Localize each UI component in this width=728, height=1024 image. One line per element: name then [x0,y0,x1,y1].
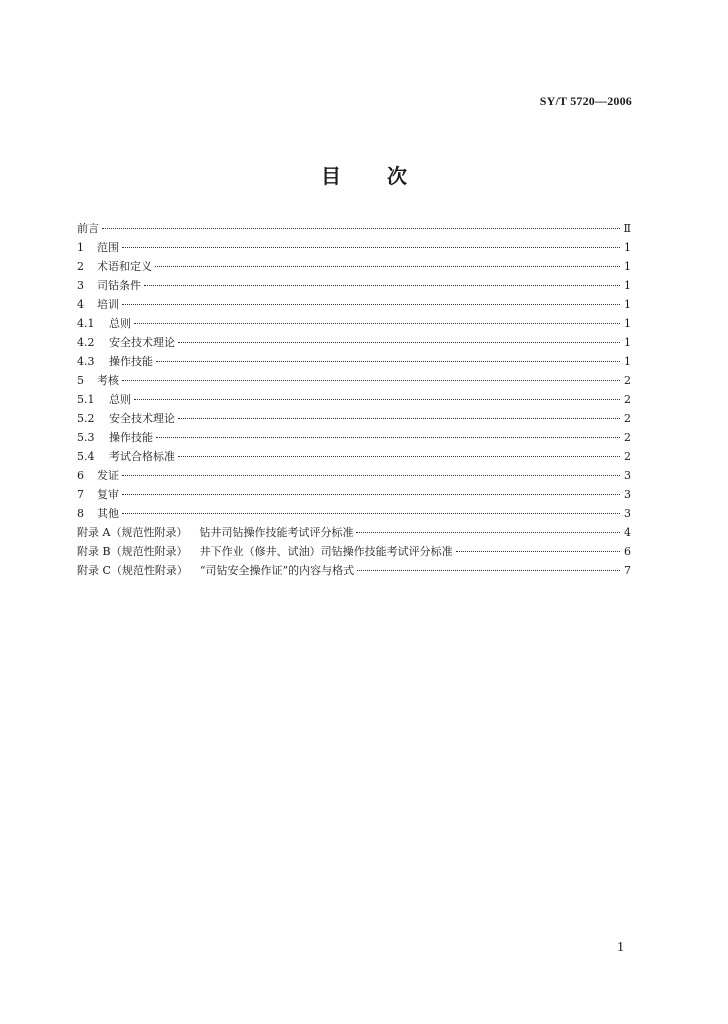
standard-code: SY/T 5720—2006 [539,94,632,108]
toc-entry-page: 4 [624,526,631,539]
toc-entry[interactable] [77,390,631,409]
toc-entry[interactable] [77,238,631,257]
toc-entry-number: 4.3 [77,355,95,368]
toc-entry-appendix-label: 附录 C（规范性附录） [77,564,188,577]
toc-entry-number: 5.4 [77,450,95,463]
toc-entry-title: 总则 [109,317,131,330]
toc-entry-title: 钻井司钻操作技能考试评分标准 [199,526,354,539]
toc-dot-leader [156,361,620,362]
toc-entry-appendix-label: 附录 A（规范性附录） [77,526,188,539]
toc-entry-page: 1 [624,279,631,292]
toc-entry-title: 范围 [97,241,119,254]
toc-entry-number: 5 [77,374,84,387]
toc-entry-title: 安全技术理论 [109,336,175,349]
toc-entry-title: 发证 [97,469,119,482]
toc-entry[interactable] [77,219,631,238]
toc-entry-page: 2 [624,374,631,387]
toc-entry[interactable] [77,447,631,466]
toc-entry-page: 6 [624,545,631,558]
toc-entry-page: 1 [624,355,631,368]
toc-entry-number: 8 [77,507,84,520]
toc-entry[interactable] [77,257,631,276]
toc-entry-title: 考试合格标准 [109,450,175,463]
toc-dot-leader [144,285,620,286]
toc-dot-leader [134,323,620,324]
toc-dot-leader [356,532,620,533]
toc-entry-title: 前言 [77,222,99,235]
toc-entry-number: 5.3 [77,431,95,444]
toc-entry-number: 7 [77,488,84,501]
toc-entry-number: 6 [77,469,84,482]
toc-entry-number: 4.1 [77,317,95,330]
toc-entry-page: 2 [624,412,631,425]
toc-dot-leader [357,570,620,571]
toc-entry[interactable] [77,371,631,390]
toc-entry-page: 3 [624,469,631,482]
toc-dot-leader [122,513,620,514]
toc-entry-title: 司钻条件 [97,279,141,292]
toc-entry-page: 3 [624,488,631,501]
toc-entry-appendix-label: 附录 B（规范性附录） [77,545,188,558]
toc-entry-page: 2 [624,393,631,406]
toc-entry[interactable] [77,314,631,333]
toc-entry-page: 2 [624,450,631,463]
toc-entry-page: 1 [624,336,631,349]
title-char-2: 次 [387,164,407,188]
toc-entry-number: 4 [77,298,84,311]
toc-dot-leader [456,551,620,552]
toc-entry-title: 总则 [109,393,131,406]
toc-entry-page: 1 [624,317,631,330]
toc-entry[interactable] [77,428,631,447]
toc-dot-leader [178,342,620,343]
toc-dot-leader [134,399,620,400]
toc-entry[interactable] [77,504,631,523]
toc-entry-title: 井下作业（修井、试油）司钻操作技能考试评分标准 [199,545,453,558]
toc-entry-title: “司钻安全操作证”的内容与格式 [199,564,355,577]
toc-entry-title: 安全技术理论 [109,412,175,425]
toc-entry[interactable] [77,333,631,352]
toc-entry-page: 7 [624,564,631,577]
toc-entry[interactable] [77,352,631,371]
toc-entry[interactable] [77,409,631,428]
toc-entry-page: 2 [624,431,631,444]
toc-entry-number: 1 [77,241,84,254]
toc-entry-title: 培训 [97,298,119,311]
toc-entry[interactable] [77,295,631,314]
toc-entry-page: 1 [624,298,631,311]
toc-entry-title: 考核 [97,374,119,387]
toc-entry[interactable] [77,466,631,485]
toc-entry-title: 操作技能 [109,431,153,444]
toc-dot-leader [155,266,620,267]
toc-dot-leader [122,494,620,495]
toc-entry-title: 操作技能 [109,355,153,368]
toc-dot-leader [122,247,620,248]
toc-entry[interactable] [77,276,631,295]
toc-entry-number: 5.1 [77,393,95,406]
toc-entry-page: 1 [624,241,631,254]
toc-entry[interactable] [77,523,631,542]
table-of-contents [77,219,631,580]
toc-entry-number: 3 [77,279,84,292]
toc-entry-title: 术语和定义 [97,260,152,273]
toc-dot-leader [122,475,620,476]
toc-entry-page: 3 [624,507,631,520]
toc-entry-page: 1 [624,260,631,273]
toc-dot-leader [122,304,620,305]
toc-dot-leader [156,437,620,438]
toc-entry-page: Ⅱ [623,222,631,235]
toc-entry-number: 2 [77,260,84,273]
toc-dot-leader [178,418,620,419]
page-title [0,160,728,189]
toc-entry-number: 5.2 [77,412,95,425]
toc-entry[interactable] [77,561,631,580]
toc-entry[interactable] [77,485,631,504]
page-number: 1 [617,940,624,955]
title-char-1: 目 [321,164,341,188]
toc-entry-title: 复审 [97,488,119,501]
toc-dot-leader [122,380,620,381]
toc-entry[interactable] [77,542,631,561]
toc-dot-leader [102,228,620,229]
toc-entry-title: 其他 [97,507,119,520]
toc-entry-number: 4.2 [77,336,95,349]
toc-dot-leader [178,456,620,457]
